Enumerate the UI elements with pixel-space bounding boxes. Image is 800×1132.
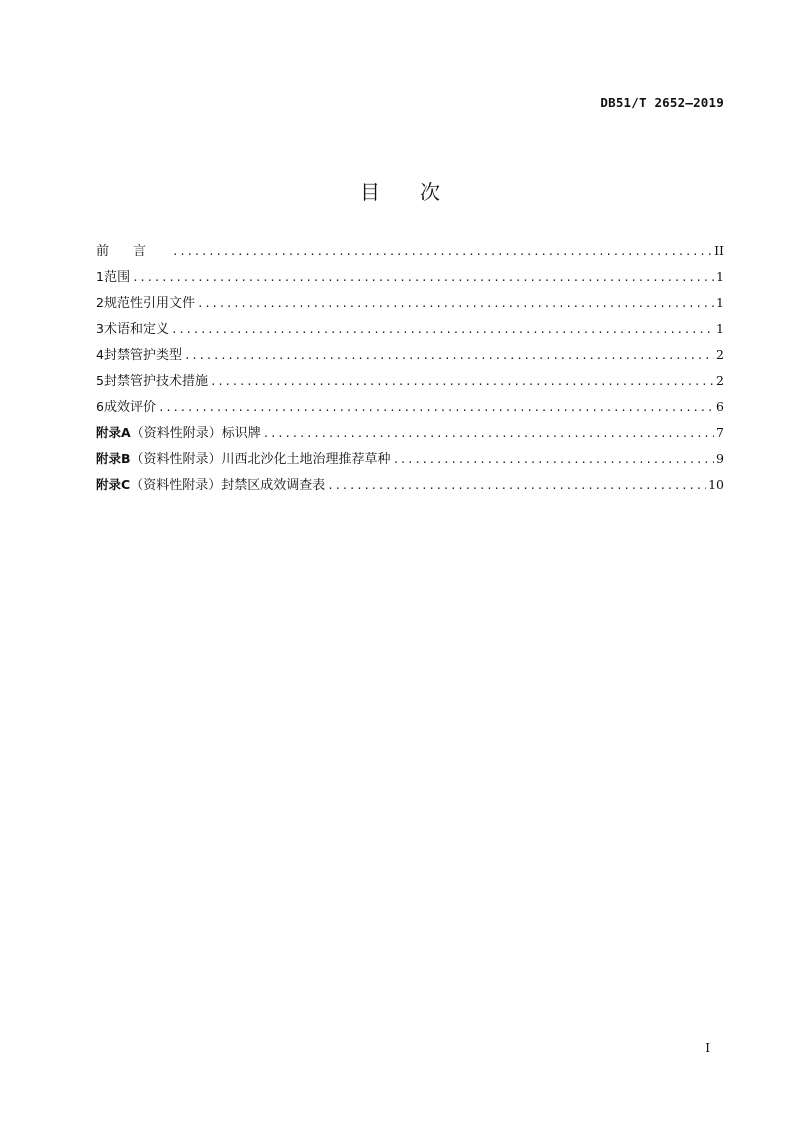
toc-entry-number: 5 [96,373,104,388]
toc-entry-page: 1 [716,269,724,284]
page-number: I [705,1041,710,1055]
toc-appendix-label: 附录B [96,451,131,466]
toc-entry-title: 术语和定义 [103,322,169,337]
toc-appendix-kind: （资料性附录） [130,452,222,467]
toc-title [0,176,800,205]
toc-leader-dots [171,323,714,336]
toc-entry-page: 7 [716,425,724,440]
toc-entry-number: 6 [96,399,104,414]
toc-entry-title: 规范性引用文件 [103,296,195,311]
document-code: DB51/T 2652—2019 [600,95,724,110]
toc-entry-title: 封禁区成效调查表 [221,478,326,493]
toc-entry-title: 封禁管护技术措施 [103,374,208,389]
toc-appendix-kind: （资料性附录） [130,478,222,493]
table-of-contents [96,240,724,500]
toc-entry-title: 封禁管护类型 [103,348,182,363]
toc-leader-dots [172,245,712,258]
toc-entry-page: 9 [716,451,724,466]
toc-leader-dots [327,479,706,492]
toc-entry-section-3[interactable] [96,318,724,344]
toc-entry-foreword[interactable] [96,240,724,266]
toc-title-char-2: 次 [420,180,440,204]
toc-appendix-kind: （资料性附录） [130,426,222,441]
toc-entry-section-5[interactable] [96,370,724,396]
toc-leader-dots [132,271,714,284]
toc-entry-number: 4 [96,347,104,362]
toc-leader-dots [393,453,714,466]
toc-entry-page: II [714,243,724,258]
toc-title-char-1: 目 [360,180,380,204]
toc-entry-title: 成效评价 [103,400,156,415]
toc-entry-appendix-b[interactable] [96,448,724,474]
toc-entry-number: 2 [96,295,104,310]
toc-entry-page: 2 [716,347,724,362]
toc-appendix-label: 附录A [96,425,131,440]
toc-entry-title: 川西北沙化土地治理推荐草种 [221,452,391,467]
toc-leader-dots [158,401,714,414]
toc-leader-dots [197,297,714,310]
toc-entry-title: 标识牌 [221,426,261,441]
toc-entry-page: 1 [716,321,724,336]
toc-entry-section-4[interactable] [96,344,724,370]
toc-entry-title: 范围 [104,270,131,285]
toc-entry-appendix-c[interactable] [96,474,724,500]
toc-entry-appendix-a[interactable] [96,422,724,448]
toc-entry-number: 3 [96,321,104,336]
toc-entry-page: 1 [716,295,724,310]
toc-leader-dots [184,349,714,362]
toc-entry-page: 2 [716,373,724,388]
toc-entry-page: 10 [708,477,724,492]
toc-entry-section-6[interactable] [96,396,724,422]
toc-entry-section-1[interactable] [96,266,724,292]
toc-leader-dots [210,375,714,388]
toc-appendix-label: 附录C [96,477,131,492]
toc-entry-number: 1 [96,269,104,284]
toc-entry-title: 前言 [96,244,171,259]
toc-entry-section-2[interactable] [96,292,724,318]
toc-entry-page: 6 [716,399,724,414]
toc-leader-dots [263,427,714,440]
